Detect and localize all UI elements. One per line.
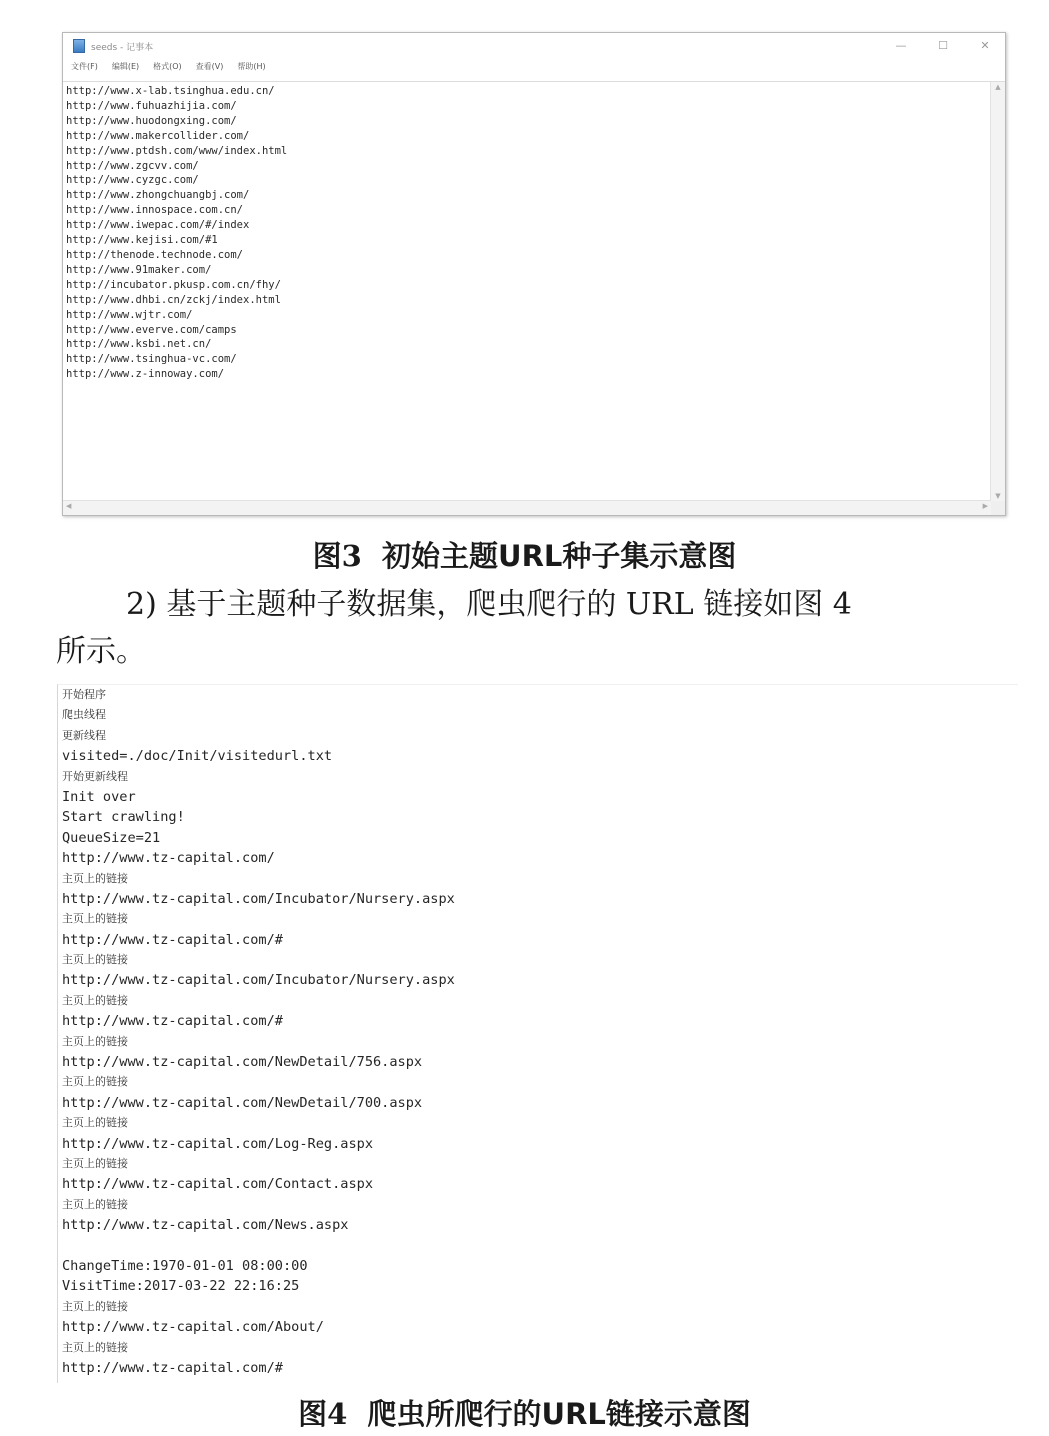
body-paragraph xyxy=(56,581,1006,675)
seed-url-line: http://www.z-innoway.com/ xyxy=(66,368,225,381)
window-controls xyxy=(895,39,991,52)
notepad-icon xyxy=(73,39,85,53)
figure3-label: 图3 xyxy=(312,539,362,573)
seed-url-line: http://www.zhongchuangbj.com/ xyxy=(66,189,250,202)
console-line: VisitTime:2017-03-22 22:16:25 xyxy=(62,1278,300,1295)
seed-url-line: http://www.zgcvv.com/ xyxy=(66,159,199,172)
seed-url-line: http://www.makercollider.com/ xyxy=(66,129,250,142)
console-line: http://www.tz-capital.com/# xyxy=(62,1013,283,1030)
editor-area[interactable] xyxy=(63,81,1005,515)
seed-url-list[interactable] xyxy=(66,84,989,501)
notepad-window xyxy=(62,32,1006,516)
console-line: 主页上的链接 xyxy=(62,1116,128,1130)
console-line: 主页上的链接 xyxy=(62,1034,128,1048)
console-line: http://www.tz-capital.com/News.aspx xyxy=(62,1217,349,1234)
figure3-title: 初始主题URL种子集示意图 xyxy=(382,539,737,573)
seed-url-line: http://www.wjtr.com/ xyxy=(66,308,193,321)
console-line: 开始更新线程 xyxy=(62,769,128,783)
console-line: http://www.tz-capital.com/About/ xyxy=(62,1319,324,1336)
seed-url-line: http://www.kejisi.com/#1 xyxy=(66,234,218,247)
scroll-up-icon[interactable]: ▲ xyxy=(995,83,1001,91)
seed-url-line: http://www.fuhuazhijia.com/ xyxy=(66,99,237,112)
scroll-down-icon[interactable]: ▼ xyxy=(995,492,1001,500)
seed-url-line: http://www.huodongxing.com/ xyxy=(66,114,237,127)
menu-view[interactable]: 查看(V) xyxy=(195,62,224,71)
console-line: QueueSize=21 xyxy=(62,829,161,846)
scrollbar-corner xyxy=(991,501,1005,515)
console-line: http://www.tz-capital.com/NewDetail/756.aspx xyxy=(62,1054,423,1071)
vertical-scrollbar[interactable] xyxy=(990,82,1005,501)
console-line: 主页上的链接 xyxy=(62,912,128,926)
console-line: Init over xyxy=(62,788,136,805)
figure4-label: 图4 xyxy=(298,1397,348,1431)
window-title: seeds - 记事本 xyxy=(91,42,154,53)
console-output xyxy=(57,684,1018,1383)
menu-bar xyxy=(71,61,266,77)
body-line-2: 所示。 xyxy=(56,634,146,669)
console-line: http://www.tz-capital.com/Log-Reg.aspx xyxy=(62,1135,373,1152)
console-line: 主页上的链接 xyxy=(62,993,128,1007)
body-line-1: 2) 基于主题种子数据集，爬虫爬行的 URL 链接如图 4 xyxy=(126,587,852,622)
console-line: http://www.tz-capital.com/Contact.aspx xyxy=(62,1176,373,1193)
seed-url-line: http://www.ksbi.net.cn/ xyxy=(66,338,212,351)
notepad-titlebar xyxy=(63,33,1005,59)
console-line: 主页上的链接 xyxy=(62,1299,128,1313)
console-line: 主页上的链接 xyxy=(62,1197,128,1211)
console-line: ChangeTime:1970-01-01 08:00:00 xyxy=(62,1257,308,1274)
seed-url-line: http://www.tsinghua-vc.com/ xyxy=(66,353,237,366)
seed-url-line: http://www.x-lab.tsinghua.edu.cn/ xyxy=(66,85,275,97)
menu-file[interactable]: 文件(F) xyxy=(71,62,98,71)
console-line: 主页上的链接 xyxy=(62,953,128,967)
console-lines xyxy=(62,685,1018,1378)
console-line: http://www.tz-capital.com/ xyxy=(62,850,275,867)
seed-url-line: http://www.dhbi.cn/zckj/index.html xyxy=(66,293,281,306)
scroll-left-icon[interactable]: ◀ xyxy=(66,502,72,510)
console-line: 主页上的链接 xyxy=(62,1156,128,1170)
console-line: http://www.tz-capital.com/Incubator/Nursery.aspx xyxy=(62,972,455,989)
console-line: 主页上的链接 xyxy=(62,1340,128,1354)
minimize-icon[interactable]: — xyxy=(895,39,907,52)
seed-url-line: http://www.cyzgc.com/ xyxy=(66,174,199,187)
menu-format[interactable]: 格式(O) xyxy=(153,62,182,71)
seed-url-line: http://www.91maker.com/ xyxy=(66,263,212,276)
menu-help[interactable]: 帮助(H) xyxy=(237,62,266,71)
console-line: Start crawling! xyxy=(62,809,185,826)
console-line: 主页上的链接 xyxy=(62,1075,128,1089)
seed-url-line: http://www.everve.com/camps xyxy=(66,323,237,336)
console-line: visited=./doc/Init/visitedurl.txt xyxy=(62,748,333,765)
maximize-icon[interactable]: ☐ xyxy=(938,39,948,52)
seed-url-line: http://incubator.pkusp.com.cn/fhy/ xyxy=(66,278,281,291)
console-line: http://www.tz-capital.com/# xyxy=(62,1359,283,1376)
console-line: http://www.tz-capital.com/Incubator/Nursery.aspx xyxy=(62,890,455,907)
console-line: http://www.tz-capital.com/# xyxy=(62,931,283,948)
seed-url-line: http://www.innospace.com.cn/ xyxy=(66,204,244,217)
close-icon[interactable]: ✕ xyxy=(980,39,990,52)
console-line: 更新线程 xyxy=(62,728,106,742)
console-line: 爬虫线程 xyxy=(62,708,106,722)
console-line: 开始程序 xyxy=(62,688,106,701)
scroll-right-icon[interactable]: ▶ xyxy=(982,502,988,510)
console-line: 主页上的链接 xyxy=(62,871,128,885)
seed-url-line: http://www.iwepac.com/#/index xyxy=(66,219,250,232)
figure4-caption xyxy=(0,1392,1049,1433)
seed-url-line: http://thenode.technode.com/ xyxy=(66,248,244,261)
figure3-caption xyxy=(0,534,1049,575)
console-line xyxy=(62,1236,1018,1256)
horizontal-scrollbar[interactable] xyxy=(63,500,991,515)
figure4-title: 爬虫所爬行的URL链接示意图 xyxy=(367,1397,751,1431)
console-line: http://www.tz-capital.com/NewDetail/700.aspx xyxy=(62,1094,423,1111)
seed-url-line: http://www.ptdsh.com/www/index.html xyxy=(66,144,288,157)
menu-edit[interactable]: 编辑(E) xyxy=(111,62,140,71)
